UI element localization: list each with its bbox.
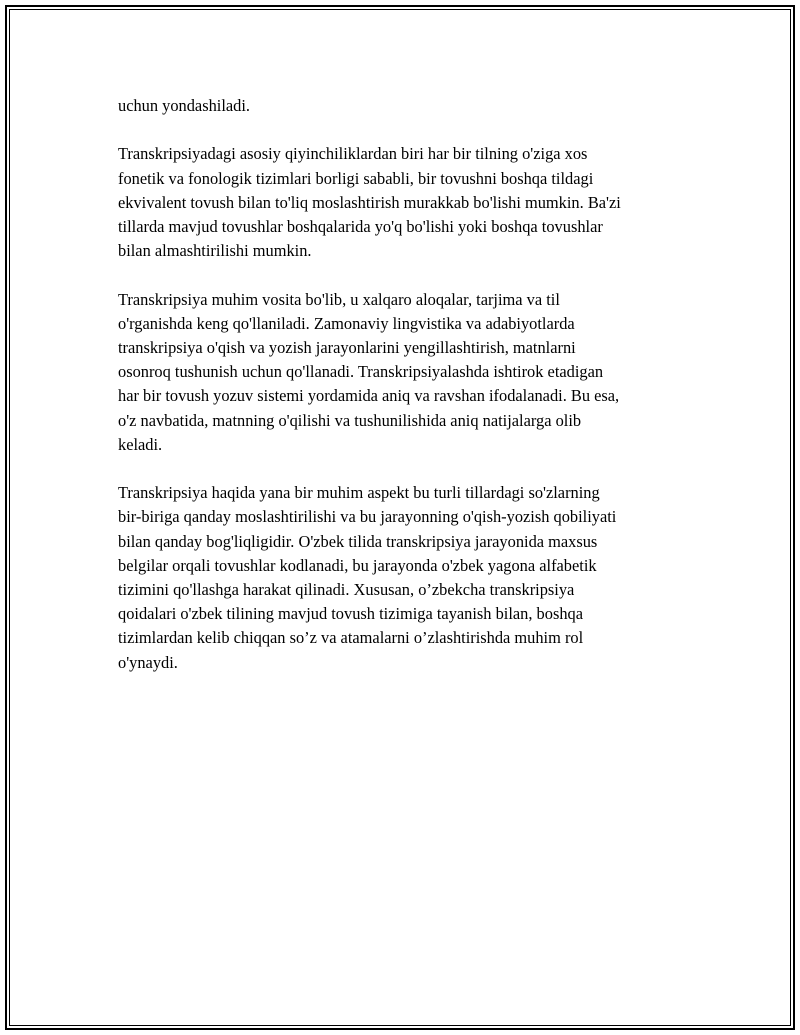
text-line: bilan almashtirilishi mumkin. [118, 241, 312, 261]
text-line: keladi. [118, 434, 163, 454]
paragraph-1 [118, 94, 698, 118]
text-line: osonroq tushunish uchun qo'llanadi. Transkripsiyalashda ishtirok etadigan [118, 362, 604, 382]
text-line: fonetik va fonologik tizimlari borligi sababli, bir tovushni boshqa tildagi [118, 168, 594, 188]
text-line: uchun yondashiladi. [118, 96, 251, 115]
text-line: bir-biriga qanday moslashtirilishi va bu jarayonning o'qish-yozish qobiliyati [118, 507, 617, 527]
text-line: o'rganishda keng qo'llaniladi. Zamonaviy lingvistika va adabiyotlarda [118, 313, 575, 333]
document-body [118, 94, 698, 699]
text-line: o'z navbatida, matnning o'qilishi va tushunilishida aniq natijalarga olib [118, 410, 582, 430]
text-line: belgilar orqali tovushlar kodlanadi, bu jarayonda o'zbek yagona alfabetik [118, 555, 597, 575]
text-line: tizimini qo'llashga harakat qilinadi. Xususan, o’zbekcha transkripsiya [118, 580, 575, 600]
text-line: qoidalari o'zbek tilining mavjud tovush tizimiga tayanish bilan, boshqa [118, 604, 583, 624]
paragraph-4 [118, 481, 698, 675]
text-line: transkripsiya o'qish va yozish jarayonlarini yengillashtirish, matnlarni [118, 338, 576, 357]
text-line: tillarda mavjud tovushlar boshqalarida yo'q bo'lishi yoki boshqa tovushlar [118, 217, 603, 236]
text-line: Transkripsiyadagi asosiy qiyinchiliklardan biri har bir tilning o'ziga xos [118, 144, 588, 164]
paragraph-2 [118, 142, 698, 263]
text-line: Transkripsiya haqida yana bir muhim aspekt bu turli tillardagi so'zlarning [118, 483, 600, 503]
text-line: Transkripsiya muhim vosita bo'lib, u xalqaro aloqalar, tarjima va til [118, 289, 560, 309]
text-line: bilan qanday bog'liqligidir. O'zbek tilida transkripsiya jarayonida maxsus [118, 531, 598, 551]
text-line: tizimlardan kelib chiqqan so’z va atamalarni o’zlashtirishda muhim rol [118, 628, 584, 648]
page-frame [5, 5, 795, 1030]
text-line: ekvivalent tovush bilan to'liq moslashtirish murakkab bo'lishi mumkin. Ba'zi [118, 192, 621, 212]
text-line: o'ynaydi. [118, 652, 178, 672]
paragraph-3 [118, 288, 698, 457]
text-line: har bir tovush yozuv sistemi yordamida aniq va ravshan ifodalanadi. Bu esa, [118, 386, 620, 406]
